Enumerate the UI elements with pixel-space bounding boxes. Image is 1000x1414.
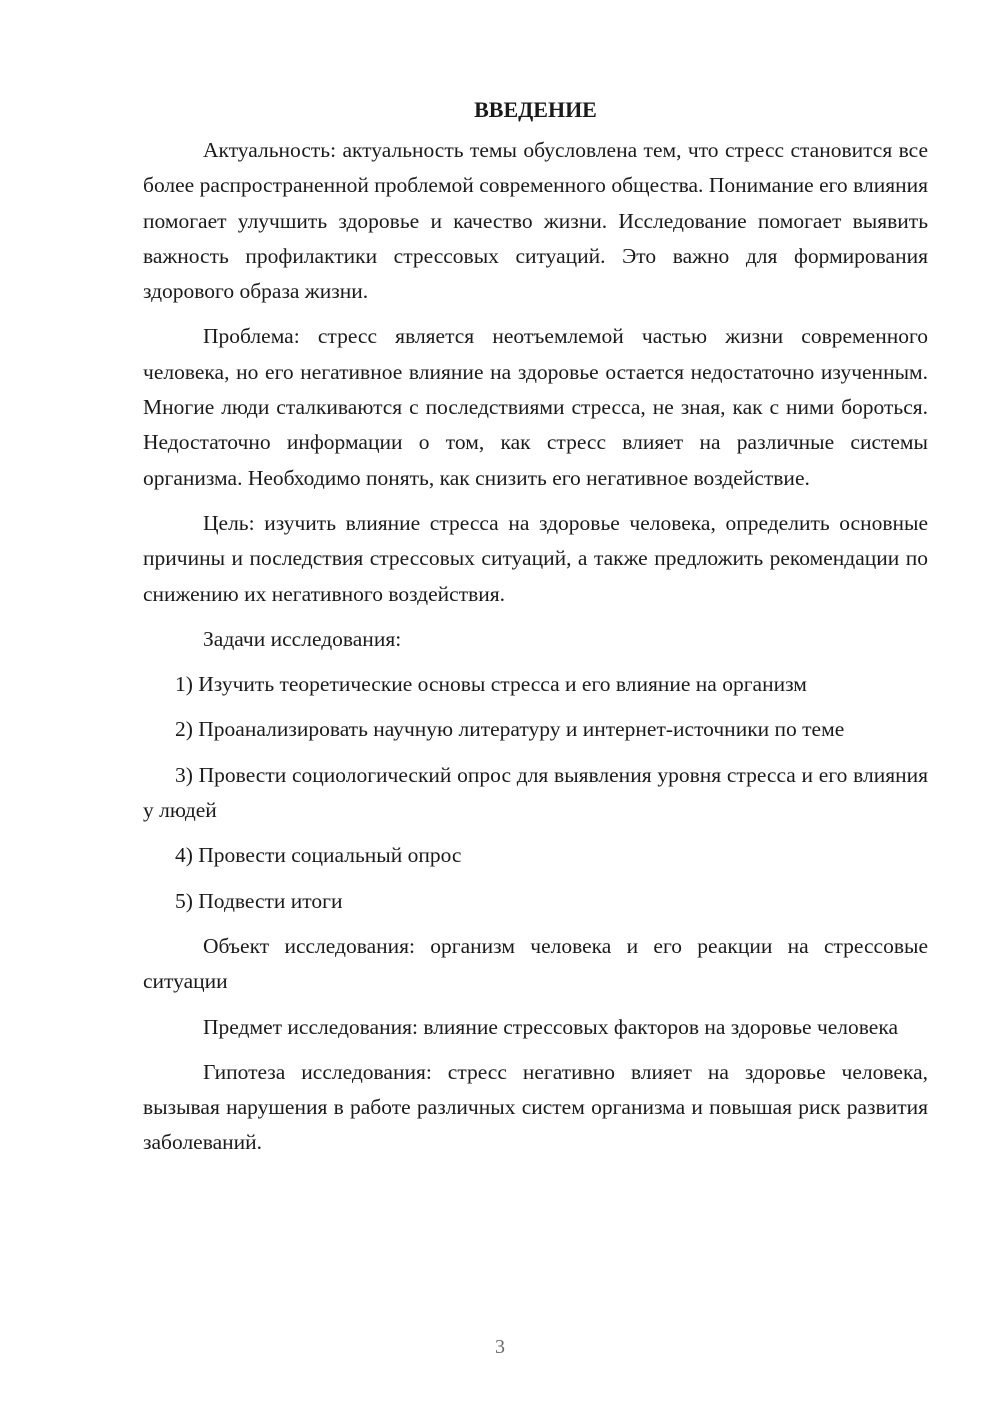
paragraph-object: Объект исследования: организм человека и его реакции на стрессовые ситуации bbox=[143, 933, 928, 994]
paragraph-hypothesis: Гипотеза исследования: стресс негативно влияет на здоровье человека, вызывая нарушения в работе различных систем организма и повышая риск развития заболеваний. bbox=[143, 1059, 928, 1155]
task-item-1: 1) Изучить теоретические основы стресса и его влияние на организм bbox=[175, 672, 807, 697]
page-content bbox=[143, 92, 928, 1171]
task-item-3: 3) Провести социологический опрос для выявления уровня стресса и его влияния у людей bbox=[143, 762, 928, 823]
task-item-2: 2) Проанализировать научную литературу и интернет-источники по теме bbox=[175, 717, 845, 742]
tasks-title: Задачи исследования: bbox=[203, 626, 402, 651]
paragraph-problem: Проблема: стресс является неотъемлемой частью жизни современного человека, но его негативное влияние на здоровье остается недостаточно изученным. Многие люди сталкиваются с последствиями стресса, не зная, как с ними бороться. Недостаточно информации о том, как стресс влияет на различные системы организма. Необходимо понять, как снизить его негативное воздействие. bbox=[143, 324, 928, 490]
paragraph-subject: Предмет исследования: влияние стрессовых факторов на здоровье человека bbox=[203, 1014, 899, 1039]
page-number: 3 bbox=[495, 1336, 505, 1358]
task-item-5: 5) Подвести итоги bbox=[175, 888, 343, 913]
task-item-4: 4) Провести социальный опрос bbox=[175, 843, 462, 868]
section-heading: ВВЕДЕНИЕ bbox=[474, 97, 597, 122]
paragraph-relevance: Актуальность: актуальность темы обусловлена тем, что стресс становится все более распространенной проблемой современного общества. Понимание его влияния помогает улучшить здоровье и качество жизни. Исследование помогает выявить важность профилактики стрессовых ситуаций. Это важно для формирования здорового образа жизни. bbox=[143, 138, 928, 304]
paragraph-goal: Цель: изучить влияние стресса на здоровье человека, определить основные причины и последствия стрессовых ситуаций, а также предложить рекомендации по снижению их негативного воздействия. bbox=[143, 510, 928, 606]
